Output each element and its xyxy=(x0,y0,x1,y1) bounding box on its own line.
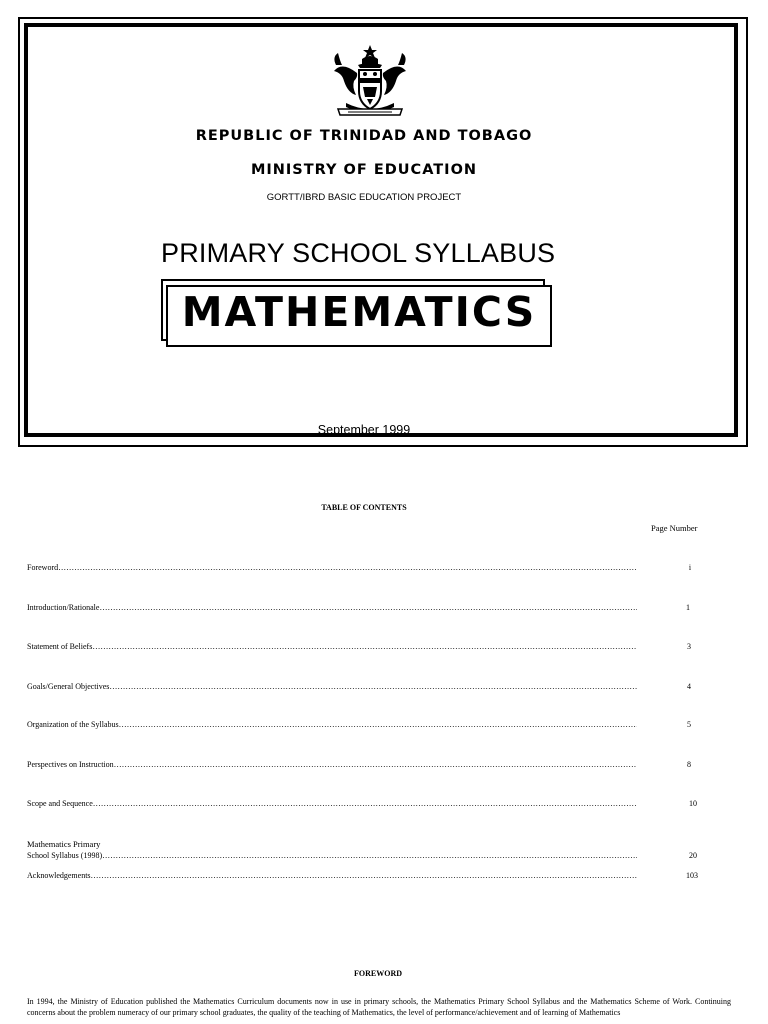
toc-entry-label: Organization of the Syllabus xyxy=(27,720,119,729)
toc-entry-page: 20 xyxy=(689,851,697,860)
toc-entry-goals[interactable] xyxy=(27,682,637,691)
toc-entry-organization[interactable] xyxy=(27,720,637,729)
toc-entry-page: 103 xyxy=(686,871,698,880)
toc-entry-label: School Syllabus (1998) xyxy=(27,851,103,860)
toc-entry-label: Scope and Sequence xyxy=(27,799,93,808)
toc-entry-label: Acknowledgements xyxy=(27,871,91,880)
toc-entry-label: Statement of Beliefs xyxy=(27,642,93,651)
toc-entry-perspectives[interactable] xyxy=(27,760,637,769)
toc-entry-foreword[interactable] xyxy=(27,563,637,572)
republic-heading: REPUBLIC OF TRINIDAD AND TOBAGO xyxy=(195,128,533,144)
toc-entry-introduction[interactable] xyxy=(27,603,637,612)
toc-entry-page: 5 xyxy=(687,720,691,729)
toc-entry-acknowledgements[interactable] xyxy=(27,871,637,880)
toc-entry-label: Introduction/Rationale xyxy=(27,603,100,612)
toc-entry-beliefs[interactable] xyxy=(27,642,637,651)
foreword-title: FOREWORD xyxy=(354,969,402,978)
toc-entry-page: 4 xyxy=(687,682,691,691)
foreword-body: In 1994, the Ministry of Education published the Mathematics Curriculum documents now in use in primary schools, the Mathematics Primary School Syllabus and the Mathematics Scheme of Work. Continuing concerns about the problem numeracy of our primary school graduates, the quality of the teaching of Mathematics, the level of performance/achievement and of learning of Mathematics xyxy=(27,997,731,1017)
page-number-header: Page Number xyxy=(651,523,698,533)
toc-title: TABLE OF CONTENTS xyxy=(321,503,407,512)
toc-entry-label: Goals/General Objectives xyxy=(27,682,110,691)
subject-title: MATHEMATICS xyxy=(181,288,537,336)
coat-of-arms-icon xyxy=(328,43,412,121)
toc-entry-page: 8 xyxy=(687,760,691,769)
ministry-heading: MINISTRY OF EDUCATION xyxy=(250,162,478,178)
toc-entry-label: Foreword xyxy=(27,563,59,572)
toc-entry-school-syllabus[interactable] xyxy=(27,851,637,860)
toc-entry-page: 3 xyxy=(687,642,691,651)
publication-date: September 1999 xyxy=(317,423,411,437)
syllabus-title: PRIMARY SCHOOL SYLLABUS xyxy=(161,238,556,268)
toc-entry-scope[interactable] xyxy=(27,799,637,808)
toc-entry-page: i xyxy=(688,563,692,572)
toc-entry-page: 1 xyxy=(686,603,690,612)
project-subheading: GORTT/IBRD BASIC EDUCATION PROJECT xyxy=(266,192,462,203)
toc-entry-page: 10 xyxy=(689,799,697,808)
toc-entry-label: Perspectives on Instruction xyxy=(27,760,114,769)
toc-entry-prefix: Mathematics Primary xyxy=(27,839,101,849)
